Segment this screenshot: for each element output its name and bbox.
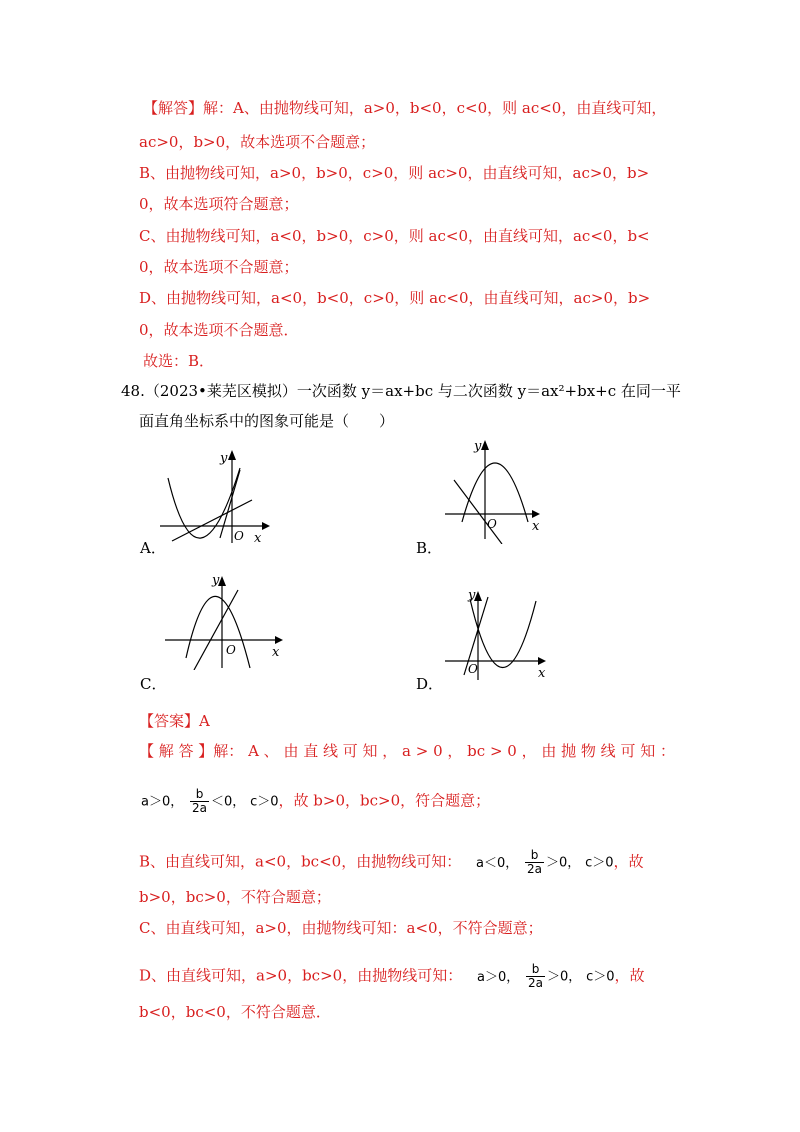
line-b — [454, 480, 502, 544]
prev-line-9: 故选：B． — [143, 352, 215, 370]
a-positive: a＞0， — [141, 794, 184, 810]
origin-label: O — [226, 643, 236, 657]
prev-line-1: 【解答】解：A、由抛物线可知，a>0，b<0，c<0，则 ac<0，由直线可知， — [143, 99, 667, 117]
question-line-1: 48.（2023•莱芜区模拟）一次函数 y＝ax+bc 与二次函数 y＝ax²+bx+c 在同一平 — [121, 382, 681, 400]
sol-math-a — [141, 788, 490, 815]
answer-line: 【答案】A — [139, 712, 210, 730]
sol-b-line — [139, 849, 644, 876]
graph-d — [440, 585, 555, 685]
c-positive: c＞0 — [250, 794, 279, 810]
c-positive: c＞0 — [586, 969, 615, 985]
y-label: y — [468, 588, 476, 603]
line-c — [194, 590, 238, 670]
gt-zero: ＞0， — [547, 969, 582, 985]
sol-line-1: 【 解 答 】解： A 、 由 直 线 可 知 ， a > 0 ， bc > 0 ， 由 抛 物 线 可 知 ： — [139, 742, 675, 760]
origin-label: O — [234, 529, 244, 543]
y-arrow-icon — [228, 450, 236, 460]
x-label: x — [532, 519, 540, 534]
y-arrow-icon — [481, 440, 489, 450]
y-label: y — [474, 439, 482, 454]
a-positive: a＞0， — [476, 969, 520, 985]
sol-d-head: D、由直线可知，a>0，bc>0，由抛物线可知： — [139, 966, 463, 985]
a-negative: a＜0， — [475, 855, 519, 871]
sol-b-head: B、由直线可知，a<0，bc<0，由抛物线可知： — [139, 852, 462, 871]
fraction-b-2a: $\frac{b}{2a}$ — [528, 962, 544, 990]
graph-c — [160, 570, 285, 670]
y-label: y — [212, 573, 220, 588]
prev-line-6: 0，故本选项不合题意； — [139, 258, 299, 276]
prev-line-7: D、由抛物线可知，a<0，b<0，c>0，则 ac<0，由直线可知，ac>0，b> — [139, 289, 651, 307]
x-arrow-icon — [262, 522, 270, 530]
x-label: x — [538, 666, 546, 681]
x-arrow-icon — [275, 636, 283, 644]
origin-label: O — [487, 517, 497, 531]
origin-label: O — [468, 662, 478, 676]
x-arrow-icon — [532, 510, 540, 518]
sol-c-line: C、由直线可知，a>0，由抛物线可知：a<0，不符合题意； — [139, 919, 543, 937]
prev-line-3: B、由抛物线可知，a>0，b>0，c>0，则 ac>0，由直线可知，ac>0，b> — [139, 164, 650, 182]
prev-line-4: 0，故本选项符合题意； — [139, 195, 299, 213]
x-arrow-icon — [538, 657, 546, 665]
prev-line-5: C、由抛物线可知，a<0，b>0，c>0，则 ac<0，由直线可知，ac<0，b< — [139, 227, 650, 245]
option-c: C． — [140, 675, 167, 693]
prev-line-8: 0，故本选项不合题意． — [139, 321, 299, 339]
prev-line-2: ac>0，b>0，故本选项不合题意； — [139, 133, 376, 151]
option-a: A． — [140, 539, 166, 557]
fraction-b-2a: $\frac{b}{2a}$ — [192, 787, 208, 815]
c-positive: c＞0 — [585, 855, 614, 871]
gt-zero: ＞0， — [546, 855, 581, 871]
graph-a — [150, 448, 270, 546]
option-d: D． — [416, 675, 444, 693]
option-b: B． — [416, 539, 443, 557]
x-label: x — [254, 531, 262, 546]
fraction-b-2a: $\frac{b}{2a}$ — [527, 848, 543, 876]
graph-b — [440, 434, 550, 544]
parabola-a — [168, 468, 240, 538]
question-line-2: 面直角坐标系中的图象可能是（ ） — [139, 412, 395, 430]
line-a2 — [220, 470, 240, 538]
sol-d-line-2: b<0，bc<0，不符合题意． — [139, 1003, 331, 1021]
sol-b-line-2: b>0，bc>0，不符合题意； — [139, 888, 331, 906]
parabola-c — [186, 596, 250, 668]
y-label: y — [220, 451, 228, 466]
parabola-d — [470, 599, 536, 668]
lt-zero: ＜0， — [211, 794, 246, 810]
parabola-b — [462, 463, 528, 522]
sol-d-line — [139, 963, 645, 990]
sol-d-gu: ，故 — [614, 966, 645, 985]
sol-a-tail: ，故 b>0，bc>0，符合题意； — [278, 791, 491, 810]
x-label: x — [272, 645, 280, 660]
sol-b-gu: ，故 — [613, 852, 644, 871]
